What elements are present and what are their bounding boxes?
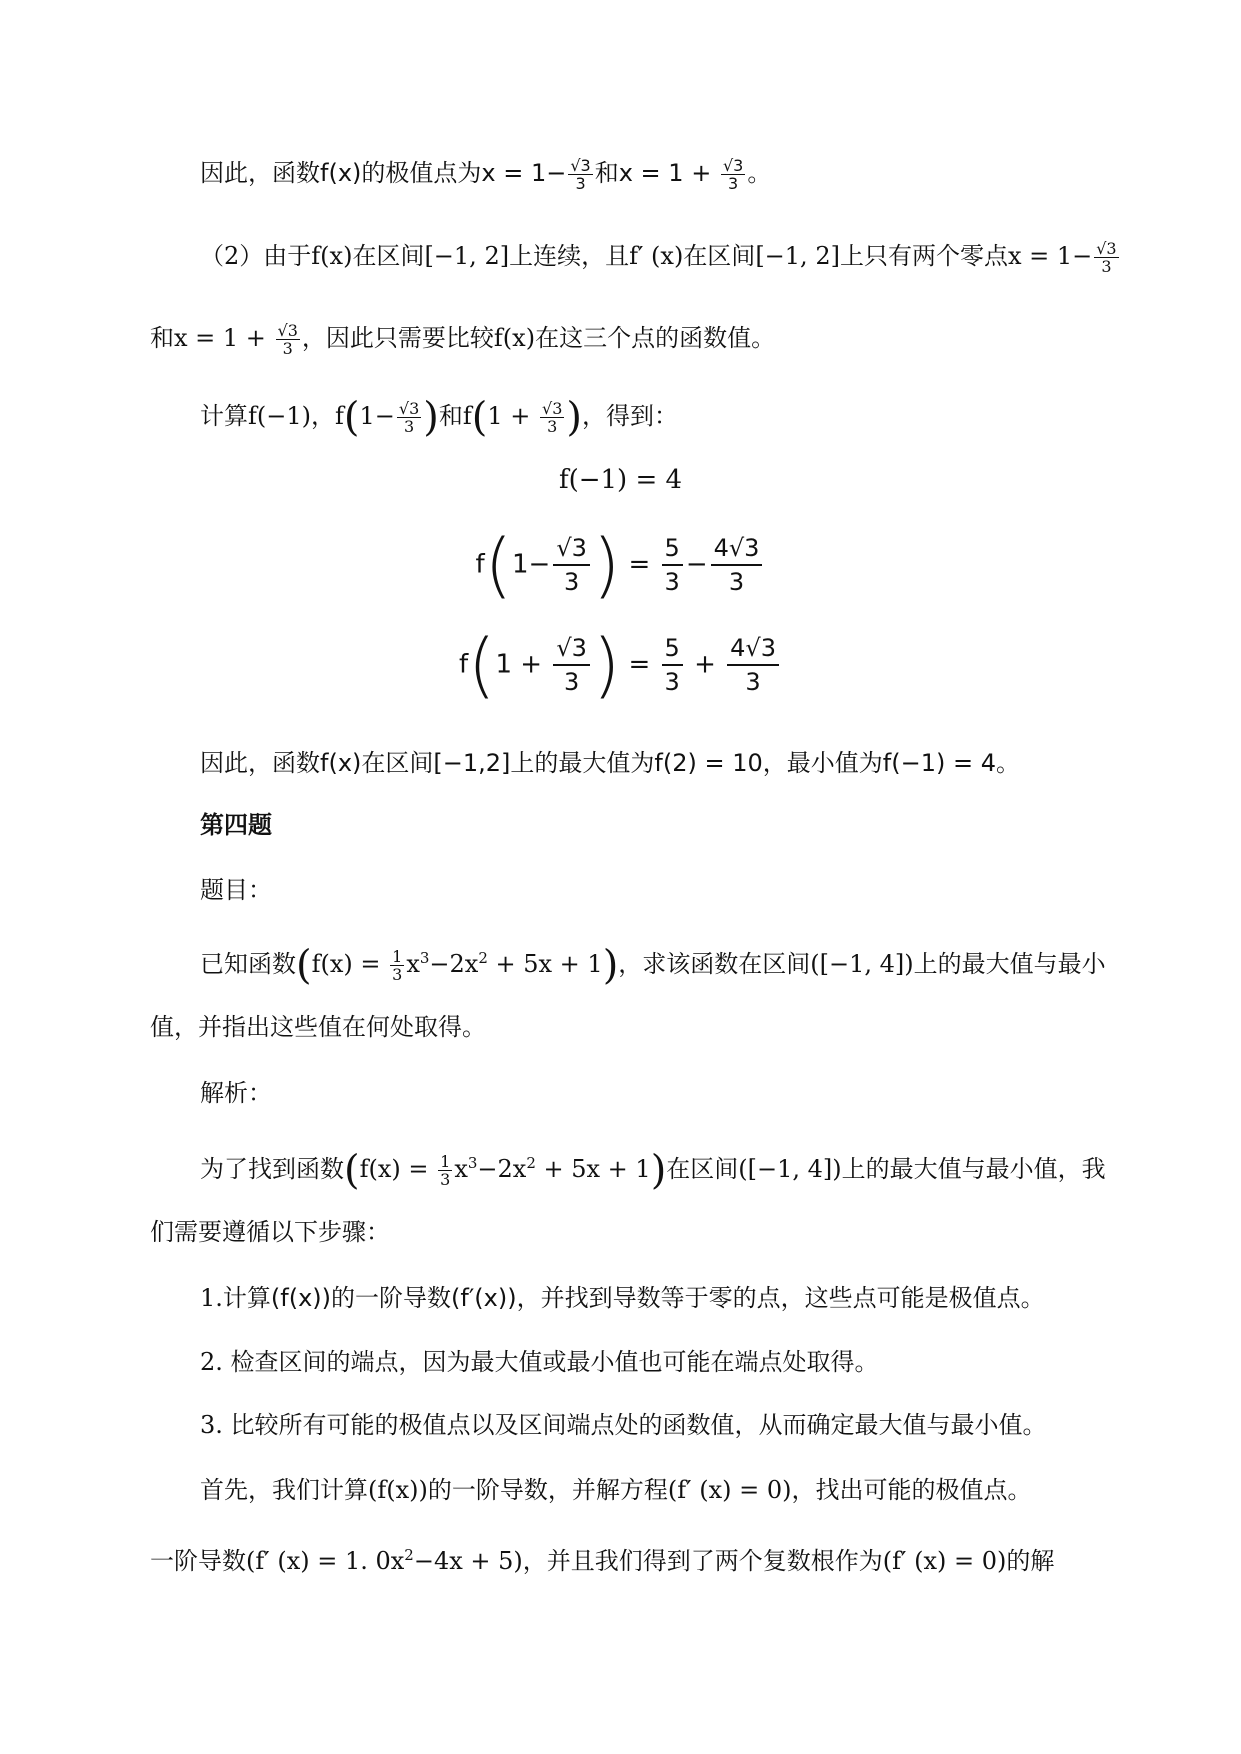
paren: (: [484, 524, 512, 606]
denominator: 3: [745, 668, 761, 696]
math-interval: [−1, 2]: [755, 242, 840, 270]
step-1: [200, 1283, 1045, 1313]
math: f: [462, 402, 472, 430]
numerator: 5: [662, 532, 683, 566]
paragraph-problem-cont: 值，并指出这些值在何处取得。: [150, 1013, 486, 1041]
text: 在区间: [361, 749, 434, 777]
paren: ): [592, 624, 621, 706]
text: 和: [438, 402, 463, 430]
paragraph-compute: [200, 394, 678, 441]
math: f: [459, 649, 469, 680]
text: 和: [594, 159, 619, 187]
fraction: [721, 157, 745, 192]
text: 的一阶导数: [331, 1284, 452, 1312]
paren: (: [344, 1147, 360, 1194]
text: 的极值点为: [361, 159, 482, 187]
text: 在区间: [666, 1155, 739, 1183]
text: 首先，我们计算: [200, 1476, 368, 1504]
text: 一阶导数: [150, 1547, 246, 1575]
paragraph-compare: [150, 322, 775, 357]
fraction: [727, 632, 779, 698]
math-interval: ([−1, 4]): [810, 950, 914, 978]
math-fx: f(x): [320, 159, 362, 187]
numerator: 1: [440, 1152, 451, 1171]
numerator: √3: [722, 156, 744, 175]
math: x: [454, 1155, 468, 1183]
text: ，并找到导数等于零的点，这些点可能是极值点。: [516, 1284, 1045, 1312]
math: f(2) = 10: [654, 749, 763, 777]
label-analysis: 解析：: [200, 1079, 272, 1107]
text: ，: [311, 402, 335, 430]
fraction: [662, 532, 683, 598]
math: 1 +: [487, 402, 539, 430]
paren: (: [343, 394, 360, 441]
text: 在区间: [683, 242, 756, 270]
text: 上的最大值为: [510, 749, 655, 777]
numerator: √3: [277, 321, 298, 340]
text: 。: [995, 749, 1020, 777]
numerator: √3: [553, 532, 590, 566]
equation-f-minus-1: f(−1) = 4: [558, 465, 683, 495]
numerator: 4√3: [711, 532, 763, 566]
text: 上的最大值与最小: [913, 950, 1106, 978]
paren: (: [468, 624, 496, 706]
paragraph-continuity: [200, 240, 1121, 275]
math: −2x: [477, 1155, 527, 1183]
math: 1−: [512, 549, 551, 580]
text: 因此，函数: [200, 159, 320, 187]
math: −4x + 5): [413, 1547, 523, 1575]
paragraph-derivative-result: [150, 1540, 1054, 1576]
paren: ): [650, 1147, 667, 1194]
text: 和: [150, 324, 174, 352]
equation-f-1-plus: [0, 624, 1241, 706]
text: 1.计算: [200, 1284, 271, 1312]
label-question: 题目：: [200, 876, 272, 904]
fraction: [568, 157, 592, 192]
math: (f′(x)): [451, 1284, 517, 1312]
denominator: 3: [563, 668, 580, 696]
text: （2）由于: [200, 242, 312, 270]
math: + 5x + 1: [535, 1155, 651, 1183]
paren: ): [423, 394, 439, 441]
fraction: [553, 532, 590, 598]
math: (f′ (x) = 0): [882, 1547, 1007, 1575]
math: +: [685, 649, 725, 680]
text: 上只有两个零点: [839, 242, 1008, 270]
fraction: [276, 322, 300, 357]
denominator: 3: [563, 568, 580, 596]
math: =: [620, 549, 659, 580]
math-derivative: f′ (x): [629, 242, 684, 270]
step-2: 2. 检查区间的端点，因为最大值或最小值也可能在端点处取得。: [200, 1348, 879, 1376]
text: ，得到：: [582, 402, 678, 430]
step-3: 3. 比较所有可能的极值点以及区间端点处的函数值，从而确定最大值与最小值。: [200, 1411, 1047, 1439]
numerator: √3: [542, 399, 563, 418]
denominator: 3: [1101, 257, 1112, 276]
text: 的一阶导数，并解方程: [427, 1476, 668, 1504]
text: ，因此只需要比较: [301, 324, 494, 352]
text: 因此，函数: [200, 749, 320, 777]
text: 计算: [200, 402, 248, 430]
denominator: 3: [547, 417, 558, 436]
math: (f(x)): [368, 1476, 428, 1504]
text: 已知函数: [200, 950, 296, 978]
superscript: 3: [467, 1154, 478, 1172]
paren: ): [566, 394, 582, 441]
denominator: 3: [392, 965, 403, 984]
math: 1−: [359, 402, 395, 430]
numerator: √3: [553, 632, 590, 666]
denominator: 3: [575, 174, 586, 193]
denominator: 3: [282, 339, 293, 358]
math-fx: f(x): [311, 242, 353, 270]
paren: ): [602, 942, 619, 989]
denominator: 3: [664, 568, 680, 596]
math: f: [335, 402, 344, 430]
text: 。: [747, 159, 772, 187]
denominator: 3: [664, 668, 680, 696]
text: 上连续，且: [509, 242, 630, 270]
fraction: [540, 400, 564, 435]
numerator: 5: [662, 632, 683, 666]
superscript: 2: [478, 949, 488, 967]
math: −: [685, 549, 708, 580]
text: 在区间: [352, 242, 425, 270]
math-interval: [−1, 2]: [424, 242, 510, 270]
math: x: [406, 950, 420, 978]
paren: ): [592, 524, 621, 606]
fraction: [662, 632, 683, 698]
numerator: 4√3: [727, 632, 779, 666]
paragraph-derivative: [200, 1475, 1031, 1505]
math-fx: f(x): [493, 324, 536, 352]
math: f(−1) = 4: [882, 749, 996, 777]
numerator: √3: [398, 399, 420, 418]
text: 为了找到函数: [200, 1155, 344, 1183]
text: ，最小值为: [762, 749, 883, 777]
numerator: √3: [570, 156, 591, 175]
math: x = 1−: [1007, 242, 1093, 270]
equation-f-1-minus: [0, 524, 1241, 606]
fraction: [1094, 240, 1118, 275]
text: ，并且我们得到了两个复数根作为: [522, 1547, 883, 1575]
text: ，找出可能的极值点。: [791, 1476, 1032, 1504]
math: f(x) =: [311, 950, 389, 978]
fraction: [397, 400, 421, 435]
denominator: 3: [728, 568, 745, 596]
math: (f′ (x) = 0): [667, 1476, 792, 1504]
paragraph-extreme-points: [200, 157, 771, 192]
paren: (: [471, 394, 488, 441]
paragraph-analysis: [200, 1147, 1106, 1194]
math: =: [620, 649, 659, 680]
superscript: 2: [404, 1546, 414, 1564]
fraction: [553, 632, 590, 698]
math: 1 +: [495, 649, 551, 680]
paren: (: [296, 942, 312, 989]
math: x = 1 +: [174, 324, 274, 352]
math: x = 1−: [481, 159, 567, 187]
numerator: √3: [1096, 239, 1117, 258]
text: 在这三个点的函数值。: [535, 324, 776, 352]
fraction: [438, 1153, 452, 1188]
denominator: 3: [403, 417, 415, 436]
math: f: [475, 549, 485, 580]
paragraph-max-min: [200, 748, 1020, 778]
denominator: 3: [728, 174, 739, 193]
math: + 5x + 1: [487, 950, 603, 978]
math: (f′ (x) = 1. 0x: [246, 1547, 405, 1575]
fraction: [390, 948, 404, 983]
numerator: 1: [392, 947, 403, 966]
math: f(x) =: [359, 1155, 437, 1183]
math: (f(x)): [270, 1284, 332, 1312]
text: 上的最大值与最小值，我: [841, 1155, 1106, 1183]
math-fx: f(x): [320, 749, 362, 777]
text: ，求该函数在区间: [618, 950, 811, 978]
fraction: [711, 532, 763, 598]
math: −2x: [429, 950, 479, 978]
math: f(−1): [248, 402, 311, 430]
math-interval: [−1,2]: [433, 749, 511, 777]
paragraph-problem: [200, 942, 1106, 989]
math: x = 1 +: [618, 159, 719, 187]
denominator: 3: [440, 1170, 451, 1189]
paragraph-steps-intro: 们需要遵循以下步骤：: [150, 1218, 390, 1246]
section-heading: 第四题: [200, 810, 272, 839]
superscript: 3: [419, 949, 430, 967]
superscript: 2: [526, 1154, 536, 1172]
text: 的解: [1006, 1547, 1055, 1575]
math-interval: ([−1, 4]): [738, 1155, 842, 1183]
